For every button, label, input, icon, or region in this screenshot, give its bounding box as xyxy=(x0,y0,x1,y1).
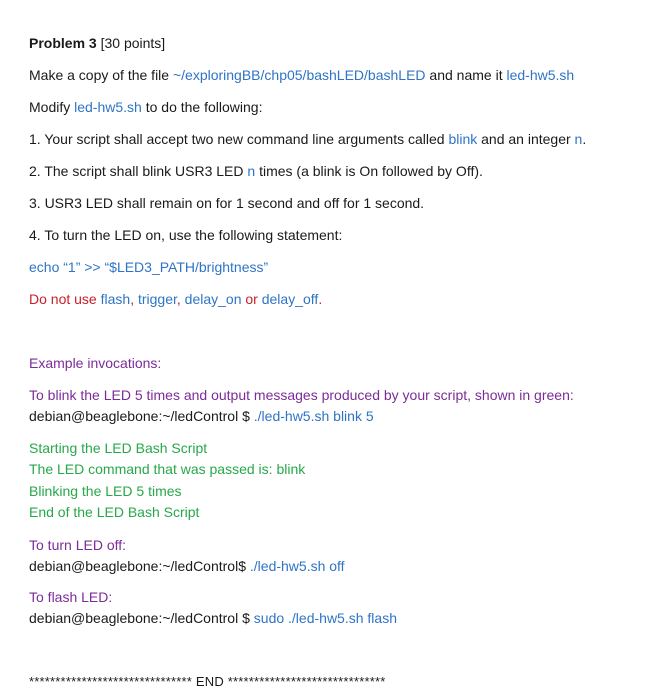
blink-output-line-4: End of the LED Bash Script xyxy=(29,504,200,520)
blink-output-line-3: Blinking the LED 5 times xyxy=(29,483,182,499)
do-not-use-prefix: Do not use xyxy=(29,291,101,307)
step-1-suffix: . xyxy=(582,131,587,147)
step-3: 3. USR3 LED shall remain on for 1 second and off for 1 second. xyxy=(29,195,425,211)
modify-instruction xyxy=(29,97,262,117)
forbidden-delay-off: delay_off xyxy=(261,291,319,307)
off-prompt: debian@beaglebone:~/ledControl$ xyxy=(29,558,250,574)
modify-suffix: to do the following: xyxy=(141,99,263,115)
end-marker xyxy=(29,672,386,692)
echo-statement: echo “1” >> “$LED3_PATH/brightness” xyxy=(29,259,269,275)
comma-2: , xyxy=(176,291,185,307)
end-label: END xyxy=(192,674,228,689)
problem-title-label: Problem 3 xyxy=(29,35,97,51)
blink-output-line-1: Starting the LED Bash Script xyxy=(29,440,208,456)
off-command: ./led-hw5.sh off xyxy=(249,558,345,574)
step-2-prefix: 2. The script shall blink USR3 LED xyxy=(29,163,248,179)
forbidden-flash: flash xyxy=(100,291,131,307)
source-path: ~/exploringBB/chp05/bashLED/bashLED xyxy=(172,67,426,83)
target-filename: led-hw5.sh xyxy=(506,67,575,83)
step-1 xyxy=(29,129,586,149)
modify-prefix: Modify xyxy=(29,99,75,115)
off-example-command-line xyxy=(29,556,345,576)
end-right-stars: ****************************** xyxy=(227,674,386,689)
step-1-n: n xyxy=(574,131,583,147)
blink-prompt: debian@beaglebone:~/ledControl $ xyxy=(29,408,254,424)
step-1-prefix: 1. Your script shall accept two new command line arguments called xyxy=(29,131,449,147)
modify-filename: led-hw5.sh xyxy=(74,99,142,115)
blink-example-description: To blink the LED 5 times and output messages produced by your script, shown in green: xyxy=(29,387,574,403)
or-word: or xyxy=(241,291,262,307)
step-2-n: n xyxy=(247,163,256,179)
copy-instruction xyxy=(29,65,574,85)
copy-prefix: Make a copy of the file xyxy=(29,67,173,83)
problem-points: [30 points] xyxy=(96,35,166,51)
end-left-stars: ******************************* xyxy=(29,674,193,689)
blink-command: ./led-hw5.sh blink 5 xyxy=(253,408,374,424)
comma-1: , xyxy=(130,291,138,307)
step-4: 4. To turn the LED on, use the following statement: xyxy=(29,227,343,243)
do-not-use-line xyxy=(29,289,322,309)
problem-title xyxy=(29,33,165,53)
examples-heading: Example invocations: xyxy=(29,355,162,371)
flash-example-description: To flash LED: xyxy=(29,589,113,605)
do-not-use-suffix: . xyxy=(318,291,323,307)
copy-middle: and name it xyxy=(425,67,507,83)
flash-command: sudo ./led-hw5.sh flash xyxy=(253,610,397,626)
forbidden-trigger: trigger xyxy=(137,291,177,307)
step-2 xyxy=(29,161,483,181)
step-1-middle: and an integer xyxy=(477,131,575,147)
off-example-description: To turn LED off: xyxy=(29,537,127,553)
blink-example-command-line xyxy=(29,406,374,426)
forbidden-delay-on: delay_on xyxy=(184,291,242,307)
step-2-suffix: times (a blink is On followed by Off). xyxy=(255,163,483,179)
flash-example-command-line xyxy=(29,608,397,628)
blink-output-line-2: The LED command that was passed is: blink xyxy=(29,461,306,477)
flash-prompt: debian@beaglebone:~/ledControl $ xyxy=(29,610,254,626)
step-1-blink: blink xyxy=(448,131,478,147)
